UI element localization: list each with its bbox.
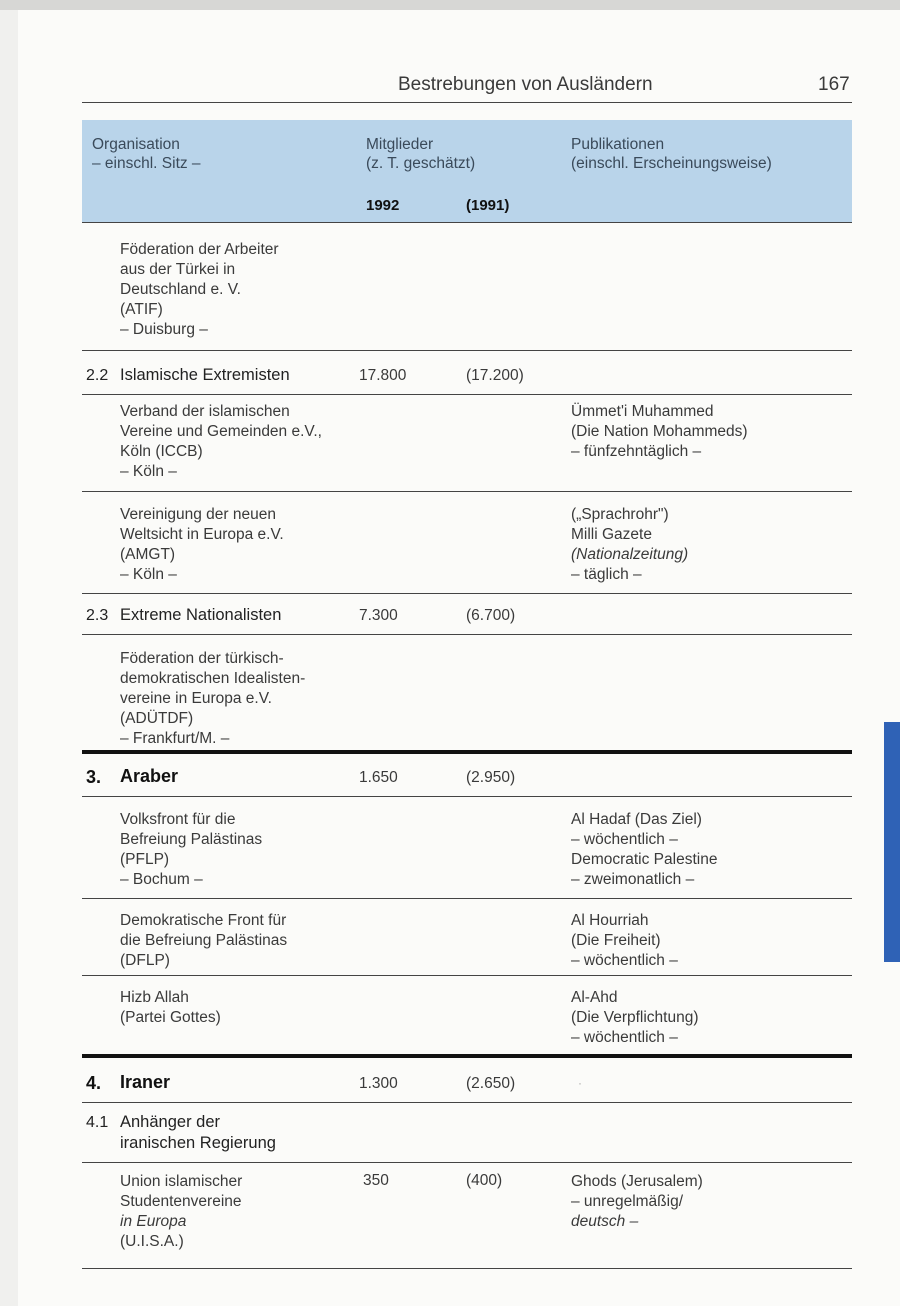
members-1992: 350	[363, 1172, 389, 1189]
members-1992: 1.650	[359, 769, 398, 786]
column-header-organisation: Organisation – einschl. Sitz –	[92, 136, 201, 172]
pub-amgt-translation: (Nationalzeitung)	[571, 546, 689, 563]
row-rule	[82, 1102, 852, 1103]
org-amgt: Vereinigung der neuen Weltsicht in Europa e.V. (AMGT) – Köln –	[120, 506, 284, 583]
pub-iccb: Ümmet'i Muhammed (Die Nation Mohammeds) – fünfzehntäglich –	[571, 403, 748, 460]
section-number: 4.	[86, 1073, 102, 1093]
header-bottom-rule	[82, 222, 852, 223]
page-number: 167	[818, 74, 850, 95]
org-adutdf: Föderation der türkisch- demokratischen Idealisten- vereine in Europa e.V. (ADÜTDF) – Frankfurt/M. –	[120, 650, 306, 747]
org-uisa-location: in Europa	[120, 1213, 187, 1230]
members-1991: (2.950)	[466, 769, 516, 786]
section-number: 3.	[86, 767, 102, 787]
pub-amgt: („Sprachrohr") Milli Gazete	[571, 506, 669, 543]
members-1992: 1.300	[359, 1075, 398, 1092]
members-1991: (400)	[466, 1172, 503, 1189]
members-1991: (2.650)	[466, 1075, 516, 1092]
header-rule	[82, 102, 852, 103]
column-header-publications: Publikationen (einschl. Erscheinungsweise)	[571, 136, 772, 172]
row-rule	[82, 1162, 852, 1163]
pub-uisa: Ghods (Jerusalem) – unregelmäßig/	[571, 1173, 703, 1210]
org-dflp: Demokratische Front für die Befreiung Palästinas (DFLP)	[120, 912, 288, 969]
members-1992: 7.300	[359, 607, 398, 624]
row-rule	[82, 634, 852, 635]
section-title: Anhänger der iranischen Regierung	[120, 1113, 276, 1152]
row-rule	[82, 350, 852, 351]
row-rule	[82, 593, 852, 594]
org-hizb-allah: Hizb Allah (Partei Gottes)	[120, 989, 221, 1026]
row-rule	[82, 898, 852, 899]
section-number: 2.3	[86, 607, 109, 624]
section-rule	[82, 1054, 852, 1058]
members-1992: 17.800	[359, 367, 407, 384]
scan-left-margin	[0, 10, 18, 1306]
column-header-members: Mitglieder (z. T. geschätzt)	[366, 136, 476, 172]
section-title: Extreme Nationalisten	[120, 606, 282, 624]
section-title: Iraner	[120, 1072, 171, 1092]
running-title: Bestrebungen von Ausländern	[398, 74, 653, 95]
org-atif: Föderation der Arbeiter aus der Türkei in Deutschland e. V. (ATIF) – Duisburg –	[120, 241, 279, 338]
pub-dflp: Al Hourriah (Die Freiheit) – wöchentlich –	[571, 912, 678, 969]
section-title: Araber	[120, 766, 179, 786]
pub-pflp: Al Hadaf (Das Ziel) – wöchentlich – Democratic Palestine – zweimonatlich –	[571, 811, 718, 888]
row-rule	[82, 796, 852, 797]
pub-uisa-language: deutsch –	[571, 1213, 639, 1230]
section-title: Islamische Extremisten	[120, 366, 290, 384]
section-number: 2.2	[86, 367, 109, 384]
org-pflp: Volksfront für die Befreiung Palästinas (PFLP) – Bochum –	[120, 811, 263, 888]
scan-top-border	[0, 0, 900, 10]
table-bottom-rule	[82, 1268, 852, 1269]
pub-amgt-frequency: – täglich –	[571, 566, 642, 583]
members-1991: (6.700)	[466, 607, 516, 624]
pub-hizb-allah: Al-Ahd (Die Verpflichtung) – wöchentlich –	[571, 989, 699, 1046]
section-rule	[82, 750, 852, 754]
scan-speck: ·	[578, 1076, 582, 1090]
org-uisa: Union islamischer Studentenvereine	[120, 1173, 243, 1210]
members-1991: (17.200)	[466, 367, 524, 384]
year-1991: (1991)	[466, 197, 510, 214]
row-rule	[82, 394, 852, 395]
row-rule	[82, 975, 852, 976]
section-number: 4.1	[86, 1114, 109, 1131]
row-rule	[82, 491, 852, 492]
thumb-index-tab	[884, 722, 900, 962]
year-1992: 1992	[366, 197, 400, 214]
org-iccb: Verband der islamischen Vereine und Gemeinden e.V., Köln (ICCB) – Köln –	[120, 403, 322, 480]
org-uisa-abbrev: (U.I.S.A.)	[120, 1233, 184, 1250]
